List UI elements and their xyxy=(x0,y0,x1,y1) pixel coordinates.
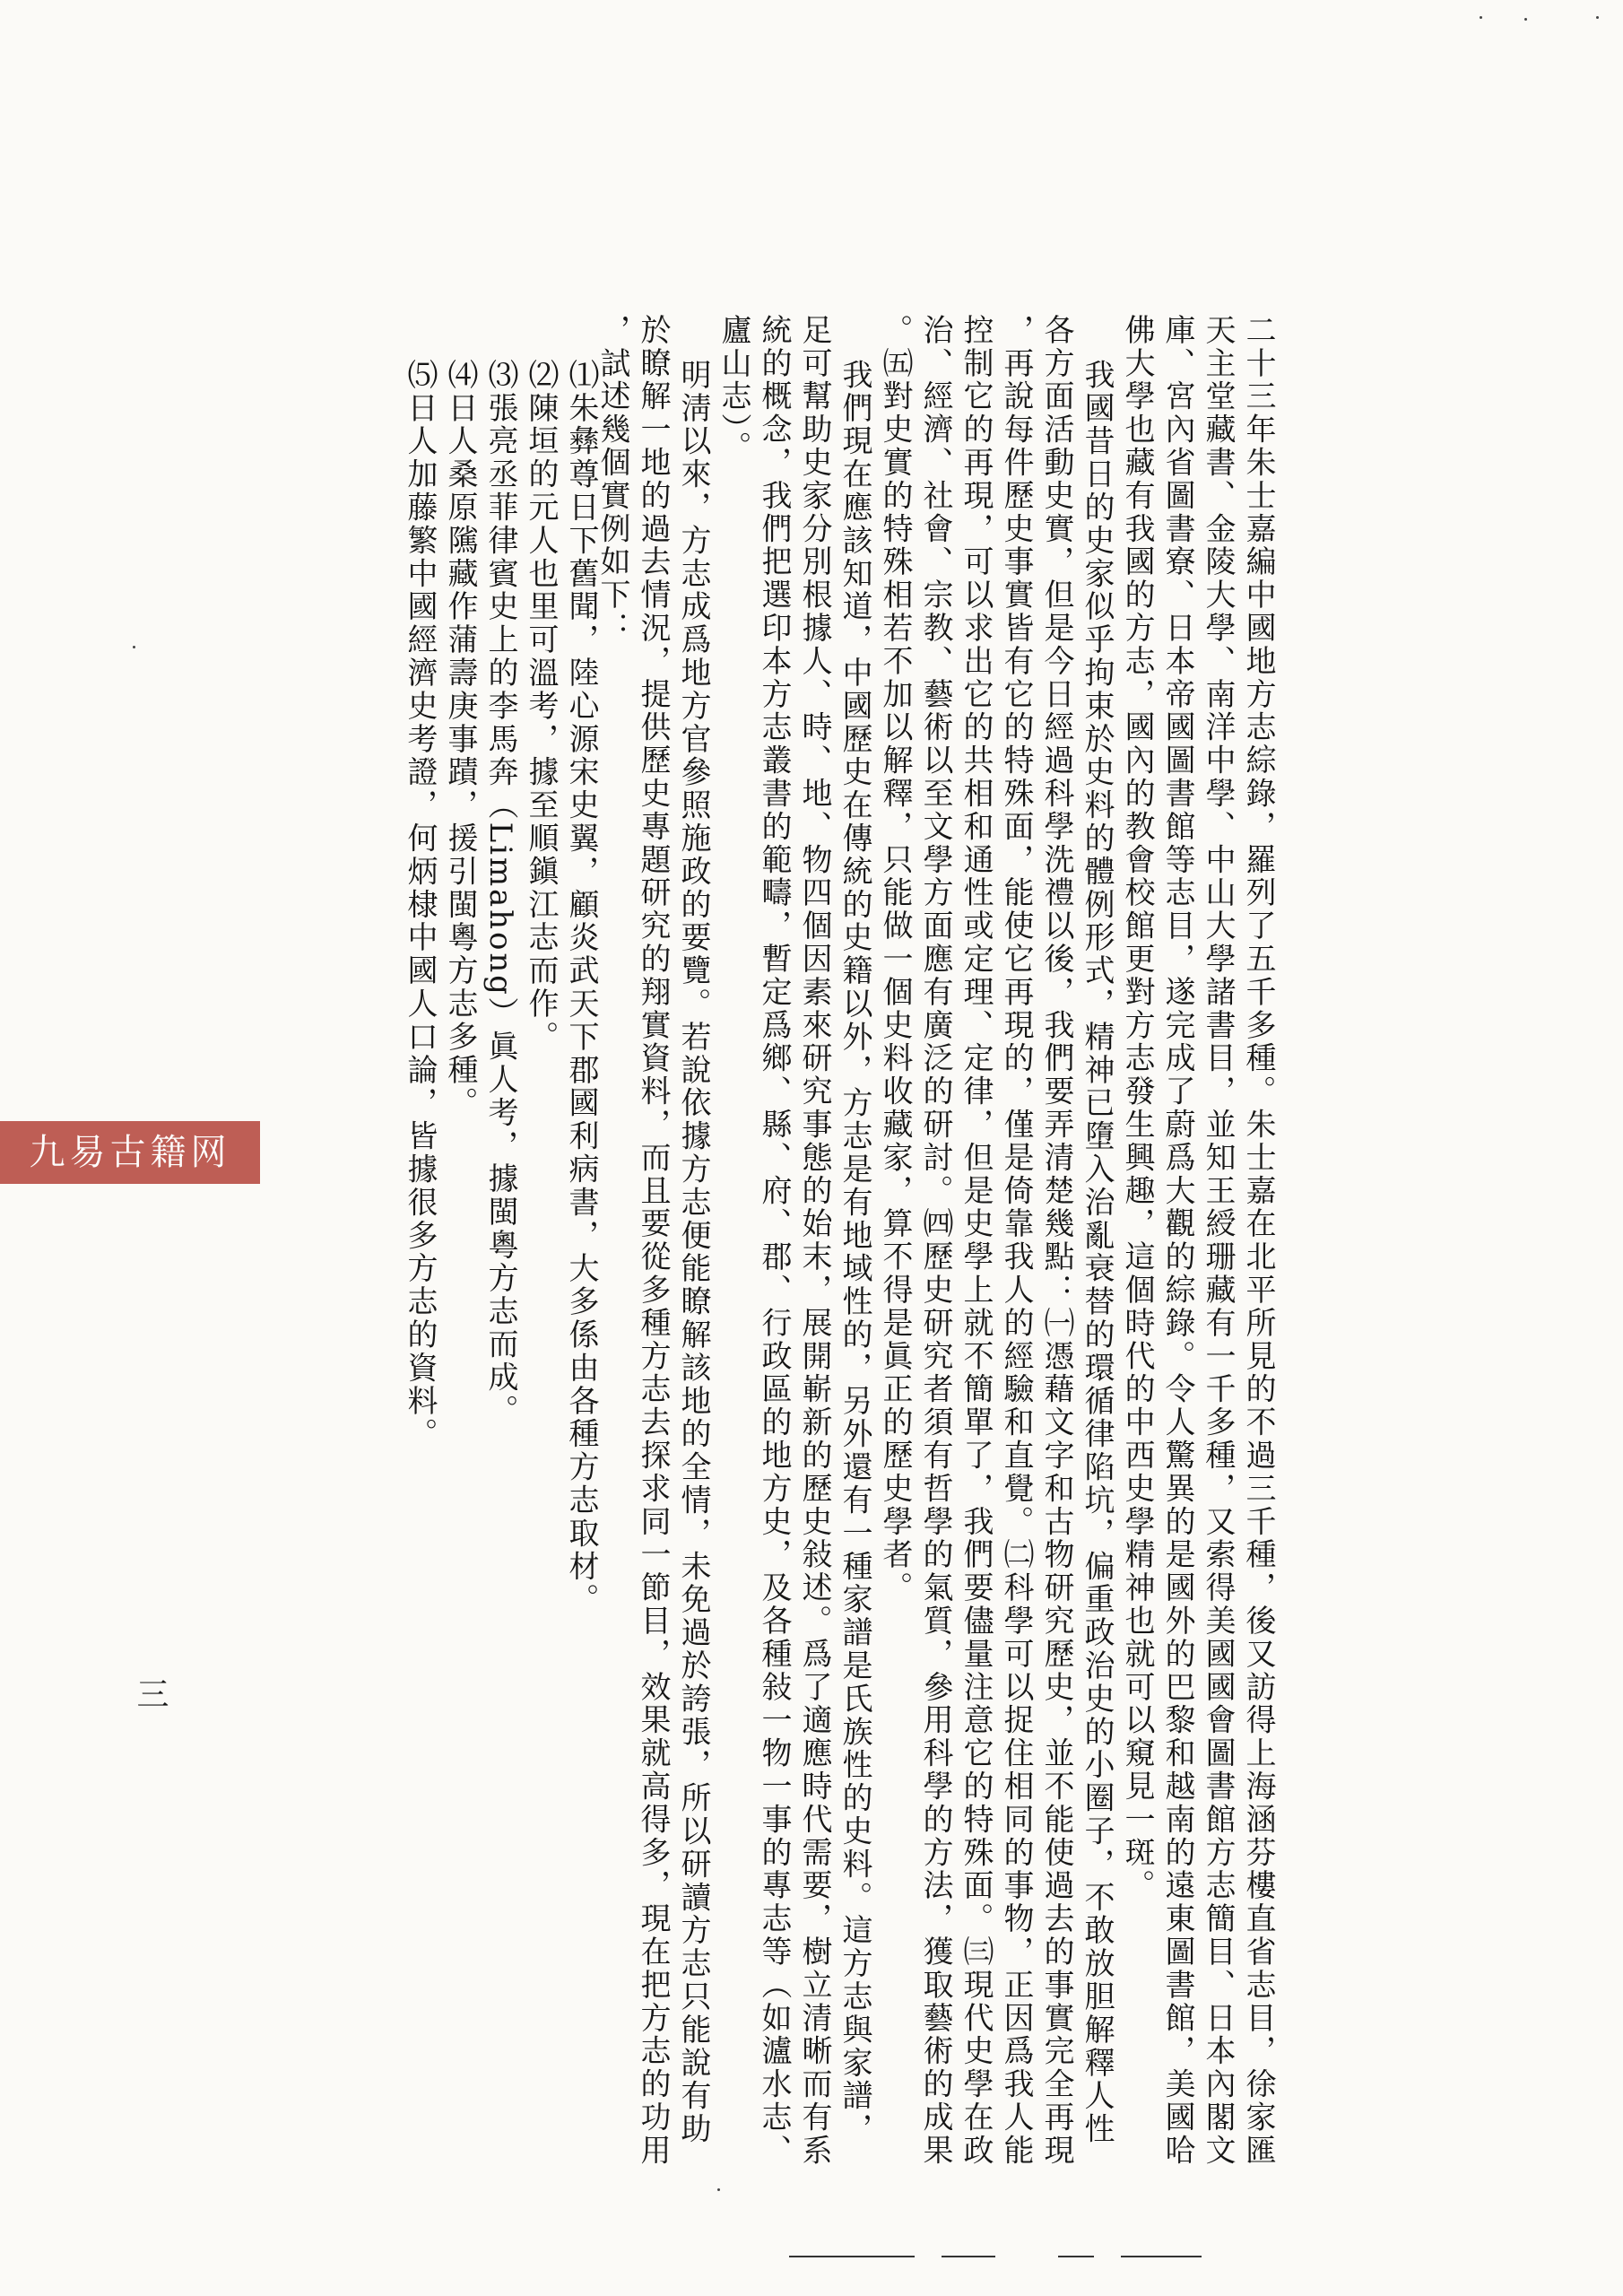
scan-speck xyxy=(1524,18,1527,21)
scan-mark xyxy=(1058,2256,1094,2257)
text-column: 各方面活動史實，但是今日經過科學洗禮以後，我們要弄清楚幾點：㈠憑藉文字和古物研究歷史，並不能使過去的事實完全再現 xyxy=(1038,314,1074,2168)
text-column: ⑸日人加藤繁中國經濟史考證，何炳棣中國人口論，皆據很多方志的資料。 xyxy=(402,359,438,1451)
text-column: ⑴朱彝尊日下舊聞，陸心源宋史翼，顧炎武天下郡國利病書，大多係由各種方志取材。 xyxy=(563,359,599,1617)
text-column: 我國昔日的史家似乎拘束於史料的體例形式，精神已墮入治亂衰替的環循律陷坑，偏重政治史的小圈子，不敢放胆解釋人性 xyxy=(1079,359,1115,2146)
text-column: 二十三年朱士嘉編中國地方志綜錄，羅列了五千多種。朱士嘉在北平所見的不過三千種，後又訪得上海涵芬樓直省志目，徐家匯 xyxy=(1240,314,1276,2168)
text-column: ⑵陳垣的元人也里可溫考，據至順鎭江志而作。 xyxy=(523,359,559,1054)
text-column: 明淸以來，方志成爲地方官參照施政的要覽。若說依據方志便能瞭解該地的全情，未免過於誇張，所以研讀方志只能說有助 xyxy=(675,359,711,2146)
text-column: 統的概念，我們把選印本方志叢書的範疇，暫定爲鄉、縣、府、郡、行政區的地方史，及各種敍一物一事的專志等（如瀘水志、 xyxy=(756,314,792,2168)
scan-speck xyxy=(1596,16,1599,19)
text-column: ⑷日人桑原隲藏作蒲壽庚事蹟，援引閩粵方志多種。 xyxy=(442,359,478,1120)
text-column: 佛大學也藏有我國的方志，國內的教會校館更對方志發生興趣，這個時代的中西史學精神也就可以窺見一斑。 xyxy=(1119,314,1155,1903)
text-column: 足可幫助史家分別根據人、時、地、物四個因素來研究事態的始末，展開嶄新的歷史敍述。爲了適應時代需要，樹立清晰而有系 xyxy=(796,314,832,2168)
text-column: ⑶張亮丞菲律賓史上的李馬奔（Limahong）眞人考，據閩粵方志而成。 xyxy=(482,359,518,1428)
page-number: 三 xyxy=(132,1677,169,1709)
text-column: ，試述幾個實例如下： xyxy=(595,314,630,645)
scan-speck xyxy=(1480,16,1482,19)
scan-speck xyxy=(133,646,135,648)
text-column: 。㈤對史實的特殊相若不加以解釋，只能做一個史料收藏家，算不得是眞正的歷史學者。 xyxy=(877,314,913,1605)
text-column: ，再說每件歷史事實皆有它的特殊面，能使它再現的，僅是倚靠我人的經驗和直覺。㈡科學可以捉住相同的事物，正因爲我人能 xyxy=(998,314,1034,2168)
scan-mark xyxy=(789,2256,915,2257)
scan-mark xyxy=(942,2256,995,2257)
text-column: 我們現在應該知道，中國歷史在傳統的史籍以外，方志是有地域性的，另外還有一種家譜是氏族性的史料。這方志與家譜， xyxy=(837,359,872,2146)
text-column: 廬山志）。 xyxy=(716,314,751,465)
scan-speck xyxy=(717,2188,720,2191)
watermark: 九易古籍网 xyxy=(0,1121,260,1184)
text-column: 於瞭解一地的過去情況，提供歷史專題研究的翔實資料，而且要從多種方志去探求同一節目，效果就高得多，現在把方志的功用 xyxy=(635,314,671,2168)
scan-mark xyxy=(1121,2256,1202,2257)
text-column: 治、經濟、社會、宗教、藝術以至文學方面應有廣泛的研討。㈣歷史研究者須有哲學的氣質，參用科學的方法，獲取藝術的成果 xyxy=(917,314,953,2168)
text-column: 庫、宮內省圖書寮、日本帝國圖書館等志目，遂完成了蔚爲大觀的綜錄。令人驚異的是國外的巴黎和越南的遠東圖書館，美國哈 xyxy=(1159,314,1195,2168)
text-column: 天主堂藏書、金陵大學、南洋中學、中山大學諸書目，並知王綬珊藏有一千多種，又索得美國國會圖書館方志簡目、日本內閣文 xyxy=(1200,314,1236,2168)
text-column: 控制它的再現，可以求出它的共相和通性或定理、定律，但是史學上就不簡單了，我們要儘量注意它的特殊面。㈢現代史學在政 xyxy=(958,314,994,2168)
